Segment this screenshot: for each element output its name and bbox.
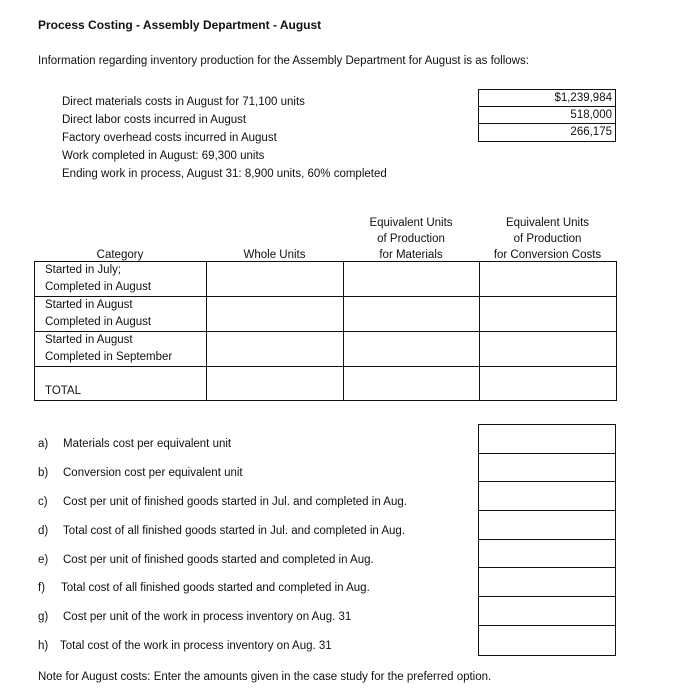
- question-c: [38, 496, 407, 508]
- table-row: [35, 332, 617, 367]
- cost-values-box: [478, 89, 616, 142]
- question-letter: g): [38, 611, 49, 623]
- category-line: Started in July;: [45, 264, 122, 276]
- question-b: [38, 467, 243, 479]
- answer-c-input[interactable]: [479, 482, 615, 511]
- whole-units-input[interactable]: [207, 332, 344, 367]
- header-materials: [343, 215, 479, 263]
- whole-units-input[interactable]: [207, 297, 344, 332]
- info-line: Direct labor costs incurred in August: [62, 114, 247, 126]
- equivalent-units-table: [34, 261, 617, 401]
- answers-box: [478, 424, 616, 656]
- question-text: Cost per unit of finished goods started and completed in Aug.: [63, 554, 374, 566]
- factory-overhead-value: 266,175: [570, 126, 612, 138]
- answer-d-input[interactable]: [479, 511, 615, 540]
- info-line: Ending work in process, August 31: 8,900 units, 60% completed: [62, 168, 387, 180]
- question-letter: d): [38, 525, 49, 537]
- answer-a-input[interactable]: [479, 425, 615, 454]
- info-line: Factory overhead costs incurred in August: [62, 132, 277, 144]
- answer-h-input[interactable]: [479, 626, 615, 655]
- header-whole-units: Whole Units: [243, 249, 306, 261]
- header-line: of Production: [513, 233, 582, 245]
- total-label: TOTAL: [45, 385, 81, 397]
- direct-materials-value: $1,239,984: [479, 90, 615, 107]
- category-cell: [35, 297, 207, 332]
- question-letter: f): [38, 582, 46, 594]
- intro-text: Information regarding inventory production for the Assembly Department for August is as follows:: [38, 55, 529, 67]
- table-row: [35, 262, 617, 297]
- page-title: Process Costing - Assembly Department - August: [38, 18, 322, 32]
- direct-labor-value: 518,000: [479, 107, 615, 124]
- question-g: [38, 611, 351, 623]
- question-letter: h): [38, 640, 49, 652]
- answer-f-input[interactable]: [479, 568, 615, 597]
- question-text: Cost per unit of finished goods started in Jul. and completed in Aug.: [63, 496, 407, 508]
- conversion-units-input[interactable]: [480, 332, 617, 367]
- materials-units-input[interactable]: [344, 332, 480, 367]
- info-line: Work completed in August: 69,300 units: [62, 150, 265, 162]
- question-letter: a): [38, 438, 49, 450]
- table-row: [35, 297, 617, 332]
- category-line: Started in August: [45, 299, 133, 311]
- header-line: for Materials: [379, 249, 443, 261]
- category-line: Completed in September: [45, 351, 173, 363]
- category-line: Completed in August: [45, 281, 152, 293]
- header-line: Equivalent Units: [369, 217, 453, 229]
- category-cell: [35, 262, 207, 297]
- header-line: Equivalent Units: [505, 217, 590, 229]
- question-letter: e): [38, 554, 49, 566]
- info-list: [62, 93, 387, 183]
- materials-units-total-input[interactable]: [344, 367, 480, 401]
- question-text: Total cost of the work in process inventory on Aug. 31: [60, 640, 332, 652]
- question-e: [38, 554, 374, 566]
- answer-e-input[interactable]: [479, 540, 615, 569]
- question-text: Materials cost per equivalent unit: [63, 438, 232, 450]
- conversion-units-input[interactable]: [480, 297, 617, 332]
- category-cell: [35, 332, 207, 367]
- question-text: Total cost of all finished goods started and completed in Aug.: [61, 582, 370, 594]
- question-text: Conversion cost per equivalent unit: [63, 467, 243, 479]
- header-line: of Production: [377, 233, 445, 245]
- conversion-units-input[interactable]: [480, 262, 617, 297]
- question-a: [38, 438, 231, 450]
- note-text: Note for August costs: Enter the amounts given in the case study for the preferred option.: [38, 671, 492, 683]
- info-line: Direct materials costs in August for 71,100 units: [62, 96, 305, 108]
- question-text: Total cost of all finished goods started in Jul. and completed in Aug.: [63, 525, 406, 537]
- materials-units-input[interactable]: [344, 297, 480, 332]
- header-conversion: [479, 215, 616, 263]
- question-letter: c): [38, 496, 48, 508]
- conversion-units-total-input[interactable]: [480, 367, 617, 401]
- header-line: for Conversion Costs: [493, 249, 602, 261]
- total-row: [35, 367, 617, 401]
- category-cell: [35, 367, 207, 401]
- category-line: Completed in August: [45, 316, 152, 328]
- question-text: Cost per unit of the work in process inventory on Aug. 31: [63, 611, 352, 623]
- materials-units-input[interactable]: [344, 262, 480, 297]
- question-letter: b): [38, 467, 49, 479]
- question-f: [38, 582, 370, 594]
- question-d: [38, 525, 405, 537]
- whole-units-total-input[interactable]: [207, 367, 344, 401]
- answer-b-input[interactable]: [479, 454, 615, 483]
- answer-g-input[interactable]: [479, 597, 615, 626]
- whole-units-input[interactable]: [207, 262, 344, 297]
- question-h: [38, 640, 332, 652]
- category-line: Started in August: [45, 334, 133, 346]
- header-category: Category: [96, 249, 144, 261]
